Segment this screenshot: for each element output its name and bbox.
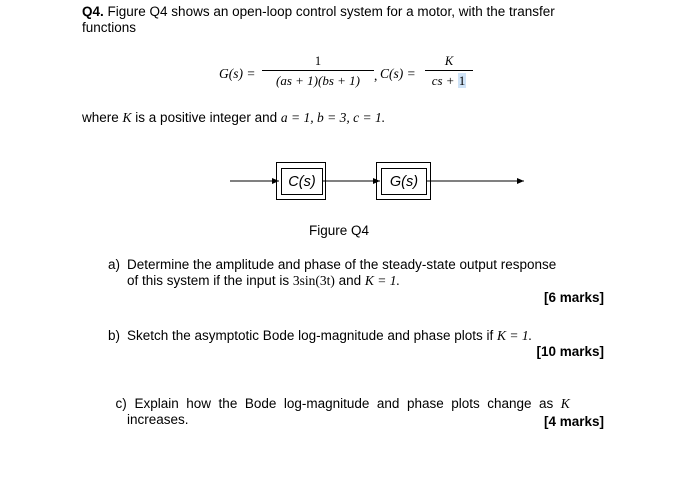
part-a-line1: Determine the amplitude and phase of the steady-state output response — [127, 257, 557, 272]
part-c-k: K — [560, 396, 570, 411]
block-c — [281, 168, 323, 195]
part-b-line1: Sketch the asymptotic Bode log-magnitude and phase plots if — [127, 328, 497, 343]
intro-line1: Figure Q4 shows an open-loop control system for a motor, with the transfer — [107, 4, 555, 19]
question-number: Q4. — [82, 4, 104, 19]
where-values: a = 1, b = 3, c = 1. — [280, 110, 386, 125]
block-g-label: G(s) — [389, 173, 419, 190]
g-lhs: G(s) = — [219, 66, 256, 81]
part-c-line1: Explain how the Bode log-magnitude and phase plots change as — [134, 396, 561, 411]
c-lhs: C(s) = — [380, 66, 416, 81]
c-numerator: K — [444, 54, 454, 68]
block-c-label: C(s) — [288, 173, 316, 190]
part-a — [108, 257, 618, 289]
g-denominator: (as + 1)(bs + 1) — [276, 73, 360, 88]
figure-caption: Figure Q4 — [309, 223, 370, 238]
part-c-label: c) — [115, 396, 127, 411]
equation-separator: , — [374, 68, 378, 83]
block-g — [381, 168, 427, 195]
part-a-label: a) — [108, 257, 121, 272]
where-text-a: where — [82, 110, 123, 125]
part-a-marks: [6 marks] — [543, 290, 604, 305]
c-den-prefix: cs + — [431, 73, 458, 88]
part-b-marks: [10 marks] — [536, 344, 604, 359]
part-a-input: 3sin(3t) — [292, 273, 335, 288]
part-c-line2: increases. — [127, 412, 189, 427]
part-a-line2-b: and — [334, 273, 365, 288]
part-b-label: b) — [108, 328, 121, 343]
where-text-b: is a positive integer and — [131, 110, 281, 125]
part-a-k: K = 1. — [364, 273, 400, 288]
part-c-marks: [4 marks] — [543, 414, 604, 429]
part-b-k: K = 1. — [496, 328, 532, 343]
g-numerator: 1 — [314, 54, 322, 68]
where-var-k: K — [122, 110, 132, 125]
part-b — [108, 328, 618, 344]
c-den-highlight: 1 — [458, 73, 466, 88]
intro-line2: functions — [82, 20, 137, 35]
part-a-line2-a: of this system if the input is — [127, 273, 293, 288]
